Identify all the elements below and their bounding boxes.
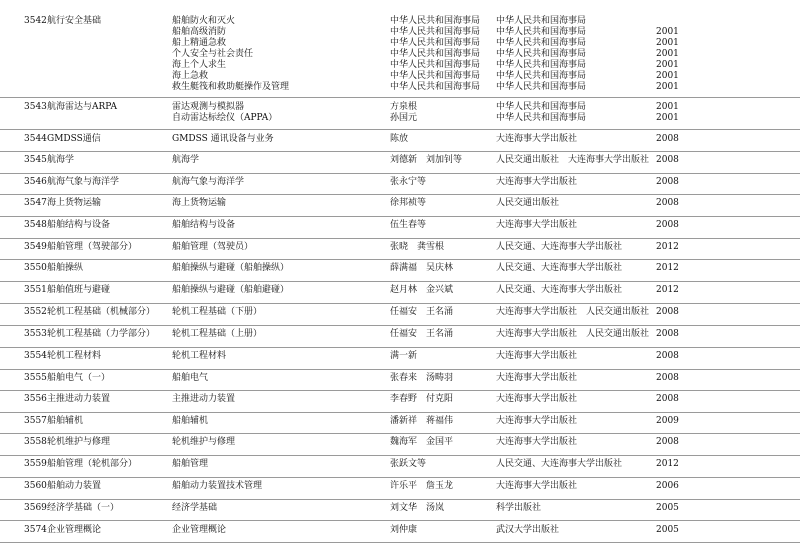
row-line [0, 198, 800, 209]
course-code: 3554 [24, 351, 47, 361]
author: 方泉根 [390, 102, 418, 112]
publication-year: 2012 [656, 263, 679, 273]
course-name: 船舶值班与避碰 [47, 285, 111, 295]
author: 任福安 王名涌 [390, 307, 454, 317]
row-divider [0, 129, 800, 130]
textbook-title: 经济学基础 [172, 503, 218, 513]
row-divider [0, 281, 800, 282]
publication-year: 2008 [656, 177, 679, 187]
course-code: 3547 [24, 198, 47, 208]
publisher: 武汉大学出版社 [496, 525, 560, 535]
course-code: 3560 [24, 481, 47, 491]
course-code: 3552 [24, 307, 47, 317]
author: 中华人民共和国海事局 [390, 38, 481, 48]
row-divider [0, 369, 800, 370]
row-divider [0, 455, 800, 456]
row-divider [0, 412, 800, 413]
row-line [0, 102, 800, 113]
textbook-title: 轮机工程基础（下册） [172, 307, 263, 317]
publisher: 中华人民共和国海事局 [496, 82, 587, 92]
row-divider [0, 390, 800, 391]
author: 魏海军 金国平 [390, 437, 454, 447]
textbook-title: 航海气象与海洋学 [172, 177, 245, 187]
textbook-title: 船舶动力装置技术管理 [172, 481, 263, 491]
row-line [0, 16, 800, 27]
author: 张晓 龚雪根 [390, 242, 445, 252]
course-code: 3546 [24, 177, 47, 187]
course-code: 3574 [24, 525, 47, 535]
publication-year: 2001 [656, 49, 679, 59]
row-divider [0, 238, 800, 239]
publication-year: 2001 [656, 102, 679, 112]
course-code: 3555 [24, 373, 47, 383]
publisher: 大连海事大学出版社 [496, 481, 578, 491]
publisher: 人民交通出版社 大连海事大学出版社 [496, 155, 650, 165]
textbook-title: 主推进动力装置 [172, 394, 236, 404]
course-name: 航海雷达与ARPA [47, 102, 118, 112]
publisher: 大连海事大学出版社 [496, 177, 578, 187]
publication-year: 2001 [656, 82, 679, 92]
author: 赵月林 金兴斌 [390, 285, 454, 295]
publication-year: 2008 [656, 134, 679, 144]
publication-year: 2008 [656, 373, 679, 383]
row-line [0, 525, 800, 536]
author: 陈放 [390, 134, 409, 144]
publisher: 中华人民共和国海事局 [496, 27, 587, 37]
course-name: 航行安全基础 [47, 16, 102, 26]
row-line [0, 481, 800, 492]
course-name: 航海气象与海洋学 [47, 177, 120, 187]
course-code: 3559 [24, 459, 47, 469]
course-name: 船舶操纵 [47, 263, 84, 273]
publication-year: 2008 [656, 198, 679, 208]
row-line [0, 437, 800, 448]
publisher: 人民交通、大连海事大学出版社 [496, 242, 623, 252]
publication-year: 2012 [656, 285, 679, 295]
row-line [0, 285, 800, 296]
textbook-title: 个人安全与社会责任 [172, 49, 254, 59]
author: 刘仲康 [390, 525, 418, 535]
row-divider [0, 499, 800, 500]
course-name: 轮机工程基础（机械部分） [47, 307, 156, 317]
course-code: 3569 [24, 503, 47, 513]
publisher: 人民交通、大连海事大学出版社 [496, 263, 623, 273]
publication-year: 2008 [656, 155, 679, 165]
row-line [0, 177, 800, 188]
publication-year: 2008 [656, 307, 679, 317]
author: 任福安 王名涌 [390, 329, 454, 339]
publisher: 大连海事大学出版社 人民交通出版社 [496, 307, 650, 317]
publication-year: 2012 [656, 242, 679, 252]
publication-year: 2008 [656, 351, 679, 361]
course-name: 主推进动力装置 [47, 394, 111, 404]
publication-year: 2008 [656, 220, 679, 230]
publication-year: 2009 [656, 416, 679, 426]
textbook-title: 船舶管理（驾驶员） [172, 242, 254, 252]
author: 孙国元 [390, 113, 418, 123]
publisher: 大连海事大学出版社 [496, 373, 578, 383]
textbook-title: 船舶操纵与避碰（船舶操纵） [172, 263, 290, 273]
course-name: 经济学基础（一） [47, 503, 120, 513]
publication-year: 2008 [656, 329, 679, 339]
textbook-title: 船上精通急救 [172, 38, 227, 48]
publisher: 中华人民共和国海事局 [496, 113, 587, 123]
publication-year: 2005 [656, 503, 679, 513]
course-code: 3558 [24, 437, 47, 447]
course-name: 轮机维护与修理 [47, 437, 111, 447]
row-line [0, 416, 800, 427]
row-line [0, 242, 800, 253]
course-code: 3550 [24, 263, 47, 273]
row-divider [0, 520, 800, 521]
publisher: 中华人民共和国海事局 [496, 102, 587, 112]
publisher: 大连海事大学出版社 人民交通出版社 [496, 329, 650, 339]
textbook-title: 雷达观测与模拟器 [172, 102, 245, 112]
publisher: 科学出版社 [496, 503, 542, 513]
course-code: 3549 [24, 242, 47, 252]
textbook-title: 自动雷达标绘仪（APPA） [172, 113, 278, 123]
textbook-title: 船舶操纵与避碰（船舶避碰） [172, 285, 290, 295]
author: 刘德新 刘加钊等 [390, 155, 463, 165]
author: 张跃文等 [390, 459, 427, 469]
row-line [0, 459, 800, 470]
textbook-title: 海上急救 [172, 71, 209, 81]
row-divider [0, 151, 800, 152]
textbook-title: 船舶防火和灭火 [172, 16, 236, 26]
row-divider [0, 477, 800, 478]
row-divider [0, 259, 800, 260]
textbook-title: 轮机工程材料 [172, 351, 227, 361]
course-name: 船舶管理（轮机部分） [47, 459, 138, 469]
row-divider [0, 433, 800, 434]
publisher: 中华人民共和国海事局 [496, 60, 587, 70]
textbook-title: 企业管理概论 [172, 525, 227, 535]
row-line [0, 220, 800, 231]
course-name: 轮机工程材料 [47, 351, 102, 361]
textbook-title: 船舶结构与设备 [172, 220, 236, 230]
row-line [0, 38, 800, 49]
row-line [0, 329, 800, 340]
publisher: 中华人民共和国海事局 [496, 49, 587, 59]
author: 满一新 [390, 351, 418, 361]
publication-year: 2012 [656, 459, 679, 469]
course-code: 3548 [24, 220, 47, 230]
textbook-title: 船舶辅机 [172, 416, 209, 426]
course-code: 3553 [24, 329, 47, 339]
course-name: 企业管理概论 [47, 525, 102, 535]
row-divider [0, 216, 800, 217]
row-line [0, 113, 800, 124]
course-name: 船舶动力装置 [47, 481, 102, 491]
row-line [0, 27, 800, 38]
row-line [0, 155, 800, 166]
course-code: 3556 [24, 394, 47, 404]
row-divider [0, 303, 800, 304]
publication-year: 2001 [656, 71, 679, 81]
textbook-title: 航海学 [172, 155, 200, 165]
publication-year: 2006 [656, 481, 679, 491]
publication-year: 2001 [656, 113, 679, 123]
author: 张春来 汤畴羽 [390, 373, 454, 383]
row-divider [0, 173, 800, 174]
textbook-title: 轮机工程基础（上册） [172, 329, 263, 339]
textbook-title: 船舶管理 [172, 459, 209, 469]
author: 薛满福 吴庆林 [390, 263, 454, 273]
course-name: 船舶辅机 [47, 416, 84, 426]
author: 中华人民共和国海事局 [390, 82, 481, 92]
row-line [0, 71, 800, 82]
author: 中华人民共和国海事局 [390, 71, 481, 81]
publisher: 人民交通、大连海事大学出版社 [496, 459, 623, 469]
course-code: 3557 [24, 416, 47, 426]
author: 潘新祥 蒋福伟 [390, 416, 454, 426]
row-line [0, 263, 800, 274]
publisher: 大连海事大学出版社 [496, 220, 578, 230]
course-code: 3551 [24, 285, 47, 295]
row-divider [0, 97, 800, 98]
course-name: GMDSS通信 [47, 134, 101, 144]
row-divider [0, 542, 800, 543]
author: 伍生春等 [390, 220, 427, 230]
row-divider [0, 325, 800, 326]
course-code: 3542 [24, 16, 47, 26]
author: 许乐平 詹玉龙 [390, 481, 454, 491]
textbook-title: 海上个人求生 [172, 60, 227, 70]
row-line [0, 60, 800, 71]
author: 中华人民共和国海事局 [390, 27, 481, 37]
textbook-title: 船舶电气 [172, 373, 209, 383]
row-line [0, 82, 800, 93]
publisher: 人民交通、大连海事大学出版社 [496, 285, 623, 295]
author: 张永宁等 [390, 177, 427, 187]
row-divider [0, 347, 800, 348]
row-line [0, 307, 800, 318]
course-name: 船舶电气（一） [47, 373, 111, 383]
row-divider [0, 194, 800, 195]
textbook-title: 轮机维护与修理 [172, 437, 236, 447]
course-name: 轮机工程基础（力学部分） [47, 329, 156, 339]
textbook-title: 救生艇筏和救助艇操作及管理 [172, 82, 290, 92]
publication-year: 2008 [656, 394, 679, 404]
publication-year: 2005 [656, 525, 679, 535]
author: 徐邦祯等 [390, 198, 427, 208]
course-name: 航海学 [47, 155, 75, 165]
publication-year: 2001 [656, 38, 679, 48]
course-code: 3544 [24, 134, 47, 144]
author: 中华人民共和国海事局 [390, 49, 481, 59]
row-line [0, 373, 800, 384]
publication-year: 2008 [656, 437, 679, 447]
publisher: 大连海事大学出版社 [496, 351, 578, 361]
publication-year: 2001 [656, 60, 679, 70]
publisher: 中华人民共和国海事局 [496, 71, 587, 81]
publisher: 大连海事大学出版社 [496, 416, 578, 426]
publication-year: 2001 [656, 27, 679, 37]
author: 刘文华 汤岚 [390, 503, 445, 513]
author: 中华人民共和国海事局 [390, 16, 481, 26]
author: 李春野 付克阳 [390, 394, 454, 404]
textbook-title: 海上货物运输 [172, 198, 227, 208]
publisher: 中华人民共和国海事局 [496, 16, 587, 26]
author: 中华人民共和国海事局 [390, 60, 481, 70]
course-code: 3545 [24, 155, 47, 165]
row-line [0, 351, 800, 362]
course-name: 海上货物运输 [47, 198, 102, 208]
publisher: 大连海事大学出版社 [496, 134, 578, 144]
row-line [0, 503, 800, 514]
course-name: 船舶管理（驾驶部分） [47, 242, 138, 252]
textbook-title: 船舶高级消防 [172, 27, 227, 37]
publisher: 人民交通出版社 [496, 198, 560, 208]
row-line [0, 134, 800, 145]
textbook-title: GMDSS 通讯设备与业务 [172, 134, 274, 144]
publisher: 中华人民共和国海事局 [496, 38, 587, 48]
publisher: 大连海事大学出版社 [496, 437, 578, 447]
row-line [0, 394, 800, 405]
publisher: 大连海事大学出版社 [496, 394, 578, 404]
course-name: 船舶结构与设备 [47, 220, 111, 230]
course-code: 3543 [24, 102, 47, 112]
row-line [0, 49, 800, 60]
